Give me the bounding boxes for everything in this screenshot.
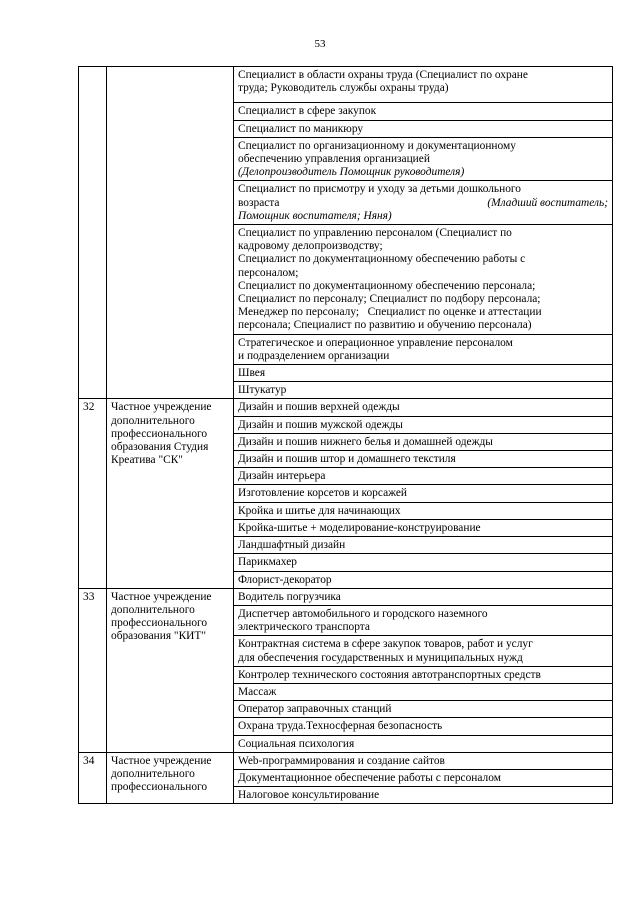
row-number-cell: 33 — [79, 588, 107, 752]
program-cell — [234, 137, 613, 181]
table-row — [79, 67, 613, 103]
program-cell: Охрана труда.Техносферная безопасность — [234, 718, 613, 735]
program-cell: Документационное обеспечение работы с персоналом — [234, 769, 613, 786]
organization-cell — [107, 67, 234, 399]
program-line: Специалист по документационному обеспечению работы с — [238, 253, 526, 266]
program-cell — [234, 181, 613, 225]
row-number-cell — [79, 67, 107, 399]
program-cell: Социальная психология — [234, 735, 613, 752]
program-cell: Кройка-шитье + моделирование-конструирование — [234, 519, 613, 536]
organization-line: Частное учреждение — [111, 590, 212, 603]
program-cell: Кройка и шитье для начинающих — [234, 502, 613, 519]
program-cell: Web-программирования и создание сайтов — [234, 752, 613, 769]
program-line: Диспетчер автомобильного и городского наземного — [238, 607, 488, 620]
program-cell: Дизайн и пошив штор и домашнего текстиля — [234, 451, 613, 468]
program-cell — [234, 334, 613, 364]
program-line: Менеджер по персоналу; Специалист по оценке и аттестации — [238, 306, 542, 319]
organization-line: Частное учреждение — [111, 754, 212, 767]
organization-line: дополнительного — [111, 767, 195, 780]
program-cell: Дизайн интерьера — [234, 468, 613, 485]
program-cell — [234, 67, 613, 103]
organization-cell — [107, 752, 234, 804]
program-line: электрического транспорта — [238, 621, 370, 634]
program-cell — [234, 225, 613, 335]
organization-cell — [107, 399, 234, 588]
program-line: Стратегическое и операционное управление персоналом — [238, 336, 513, 349]
program-line: Специалист в области охраны труда (Специалист по охране — [238, 69, 528, 81]
program-line: Специалист по персоналу; Специалист по подбору персонала; — [238, 293, 541, 306]
organization-line: образования Студия — [111, 441, 209, 454]
program-line: и подразделением организации — [238, 349, 390, 362]
program-line-italic: Помощник воспитателя; Няня) — [238, 209, 392, 222]
program-cell: Парикмахер — [234, 554, 613, 571]
program-line-italic: (Младший воспитатель; — [487, 196, 608, 209]
program-cell: Контролер технического состояния автотранспортных средств — [234, 666, 613, 683]
organization-cell — [107, 588, 234, 752]
page-number: 53 — [314, 38, 326, 50]
table-row — [79, 399, 613, 416]
program-cell: Оператор заправочных станций — [234, 701, 613, 718]
organization-line: Частное учреждение — [111, 401, 212, 414]
program-cell: Специалист в сфере закупок — [234, 103, 613, 120]
organization-line: дополнительного — [111, 603, 195, 616]
program-line: Специалист по организационному и документационному — [238, 139, 516, 152]
program-line: обеспечению управления организацией — [238, 153, 430, 166]
program-line: персонала; Специалист по развитию и обучению персонала) — [238, 319, 532, 332]
organization-line: образования "КИТ" — [111, 630, 207, 643]
program-cell: Специалист по маникюру — [234, 120, 613, 137]
organization-line: профессионального — [111, 427, 208, 440]
program-line: Специалист по управлению персоналом (Специалист по — [238, 227, 512, 240]
program-line: Специалист по документационному обеспечению персонала; — [238, 279, 536, 292]
program-cell: Дизайн и пошив мужской одежды — [234, 416, 613, 433]
organization-line: профессионального — [111, 781, 208, 794]
program-cell: Швея — [234, 365, 613, 382]
table-row — [79, 752, 613, 769]
program-cell: Изготовление корсетов и корсажей — [234, 485, 613, 502]
table-row — [79, 588, 613, 605]
row-number-cell: 34 — [79, 752, 107, 804]
program-cell: Флорист-декоратор — [234, 571, 613, 588]
program-cell: Дизайн и пошив верхней одежды — [234, 399, 613, 416]
program-line: для обеспечения государственных и муниципальных нужд — [238, 651, 523, 664]
program-cell: Ландшафтный дизайн — [234, 537, 613, 554]
program-line: возраста — [238, 196, 280, 209]
program-line: персоналом; — [238, 266, 299, 279]
program-cell: Налоговое консультирование — [234, 787, 613, 804]
program-cell — [234, 605, 613, 635]
organization-line: Креатива "СК" — [111, 454, 183, 467]
institutions-table — [78, 66, 613, 804]
program-cell: Водитель погрузчика — [234, 588, 613, 605]
program-line: кадровому делопроизводству; — [238, 240, 383, 253]
row-number-cell: 32 — [79, 399, 107, 588]
program-line: труда; Руководитель службы охраны труда) — [238, 82, 449, 95]
program-cell: Массаж — [234, 683, 613, 700]
program-line-italic: (Делопроизводитель Помощник руководителя) — [238, 166, 465, 179]
program-cell: Штукатур — [234, 382, 613, 399]
program-line: Специалист по присмотру и уходу за детьми дошкольного — [238, 183, 521, 196]
organization-line: дополнительного — [111, 414, 195, 427]
program-cell — [234, 636, 613, 666]
program-line: Контрактная система в сфере закупок товаров, работ и услуг — [238, 638, 533, 651]
organization-line: профессионального — [111, 617, 208, 630]
program-cell: Дизайн и пошив нижнего белья и домашней одежды — [234, 433, 613, 450]
